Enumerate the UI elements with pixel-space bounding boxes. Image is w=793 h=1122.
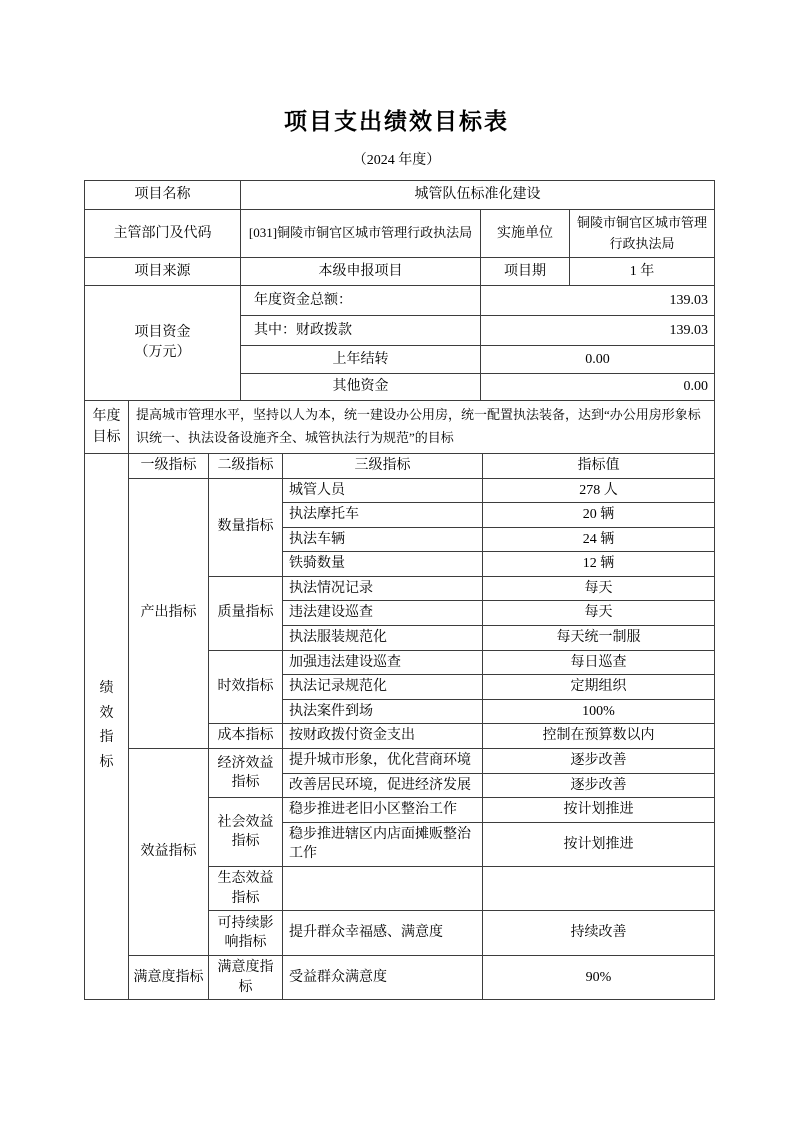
- performance-target-table: [84, 180, 714, 1000]
- source-value: 本级申报项目: [241, 258, 481, 286]
- header-level3: 三级指标: [283, 453, 483, 478]
- project-name-value: 城管队伍标准化建设: [241, 181, 715, 210]
- funds-label-line1: 项目资金: [134, 325, 191, 341]
- indicator-name: 违法建设巡查: [283, 601, 483, 626]
- indicator-value: 逐步改善: [483, 749, 715, 774]
- dept-label: 主管部门及代码: [85, 210, 241, 258]
- page-title: 项目支出绩效目标表: [284, 109, 509, 134]
- impl-unit-value: 铜陵市铜官区城市管理行政执法局: [570, 210, 715, 258]
- table-row: [85, 210, 715, 258]
- table-row: [85, 956, 715, 1000]
- header-value: 指标值: [483, 453, 715, 478]
- level2-cell: 时效指标: [209, 650, 283, 724]
- indicator-value: [483, 867, 715, 911]
- indicator-value: 278 人: [483, 478, 715, 503]
- project-name-label: 项目名称: [85, 181, 241, 210]
- indicator-value: 按计划推进: [483, 798, 715, 823]
- indicator-value: 12 辆: [483, 552, 715, 577]
- level2-cell: 成本指标: [209, 724, 283, 749]
- indicator-value: 定期组织: [483, 675, 715, 700]
- annual-goal-label: 年度目标: [85, 401, 129, 454]
- fund-row-label: 其中：财政拨款: [241, 316, 481, 346]
- table-row: [85, 478, 715, 503]
- table-row: [85, 453, 715, 478]
- period-label: 项目期: [481, 258, 570, 286]
- indicator-name: 执法摩托车: [283, 503, 483, 528]
- fund-row-label: 其他资金: [241, 374, 481, 401]
- indicator-value: 每天: [483, 576, 715, 601]
- funds-label: [85, 286, 241, 401]
- indicator-name: 城管人员: [283, 478, 483, 503]
- level2-cell: 经济效益指标: [209, 749, 283, 798]
- level2-cell: 社会效益指标: [209, 798, 283, 867]
- table-row: [85, 286, 715, 316]
- fund-row-value: 139.03: [481, 286, 715, 316]
- level1-cell: 满意度指标: [129, 956, 209, 1000]
- annual-goal-table: [84, 400, 715, 454]
- indicators-table: [84, 453, 715, 1001]
- indicator-value: 持续改善: [483, 911, 715, 956]
- indicator-name: 执法服装规范化: [283, 626, 483, 651]
- indicator-value: 24 辆: [483, 527, 715, 552]
- table-row: [85, 258, 715, 286]
- table-row: [85, 401, 715, 454]
- level1-cell: 效益指标: [129, 749, 209, 956]
- page-subtitle: （2024 年度）: [352, 153, 441, 168]
- funds-label-line2: （万元）: [134, 345, 191, 360]
- annual-goal-text: 提高城市管理水平，坚持以人为本，统一建设办公用房，统一配置执法装备，达到“办公用房形象标识统一、执法设备设施齐全、城管执法行为规范”的目标: [129, 401, 715, 454]
- period-value: 1 年: [570, 258, 715, 286]
- level2-cell: 质量指标: [209, 576, 283, 650]
- level1-cell: 产出指标: [129, 478, 209, 749]
- fund-row-value: 0.00: [481, 374, 715, 401]
- source-label: 项目来源: [85, 258, 241, 286]
- info-table: [84, 180, 715, 401]
- indicator-value: 100%: [483, 699, 715, 724]
- indicator-value: 逐步改善: [483, 773, 715, 798]
- indicator-name: 执法记录规范化: [283, 675, 483, 700]
- fund-row-label: 上年结转: [241, 346, 481, 374]
- indicator-value: 90%: [483, 956, 715, 1000]
- level2-cell: 可持续影响指标: [209, 911, 283, 956]
- fund-row-label: 年度资金总额：: [241, 286, 481, 316]
- indicator-value: 每天统一制服: [483, 626, 715, 651]
- indicator-name: 提升城市形象，优化营商环境: [283, 749, 483, 774]
- indicator-value: 每日巡查: [483, 650, 715, 675]
- perf-side-label: 绩效指标: [85, 453, 129, 1000]
- indicator-name: 加强违法建设巡查: [283, 650, 483, 675]
- header-level2: 二级指标: [209, 453, 283, 478]
- indicator-value: 按计划推进: [483, 822, 715, 866]
- indicator-value: 控制在预算数以内: [483, 724, 715, 749]
- indicator-name: 按财政拨付资金支出: [283, 724, 483, 749]
- header-level1: 一级指标: [129, 453, 209, 478]
- indicator-name: 改善居民环境，促进经济发展: [283, 773, 483, 798]
- indicator-name: 提升群众幸福感、满意度: [283, 911, 483, 956]
- level2-cell: 数量指标: [209, 478, 283, 576]
- level2-cell: 满意度指标: [209, 956, 283, 1000]
- dept-value: [031]铜陵市铜官区城市管理行政执法局: [241, 210, 481, 258]
- indicator-name: 稳步推进辖区内店面摊贩整治工作: [283, 822, 483, 866]
- indicator-name: 执法案件到场: [283, 699, 483, 724]
- indicator-value: 20 辆: [483, 503, 715, 528]
- table-row: [85, 181, 715, 210]
- fund-row-value: 0.00: [481, 346, 715, 374]
- indicator-name: 铁骑数量: [283, 552, 483, 577]
- level2-cell: 生态效益指标: [209, 867, 283, 911]
- impl-unit-label: 实施单位: [481, 210, 570, 258]
- fund-row-value: 139.03: [481, 316, 715, 346]
- table-row: [85, 749, 715, 774]
- indicator-name: 执法情况记录: [283, 576, 483, 601]
- indicator-value: 每天: [483, 601, 715, 626]
- indicator-name: 受益群众满意度: [283, 956, 483, 1000]
- indicator-name: 执法车辆: [283, 527, 483, 552]
- indicator-name: 稳步推进老旧小区整治工作: [283, 798, 483, 823]
- indicator-name: [283, 867, 483, 911]
